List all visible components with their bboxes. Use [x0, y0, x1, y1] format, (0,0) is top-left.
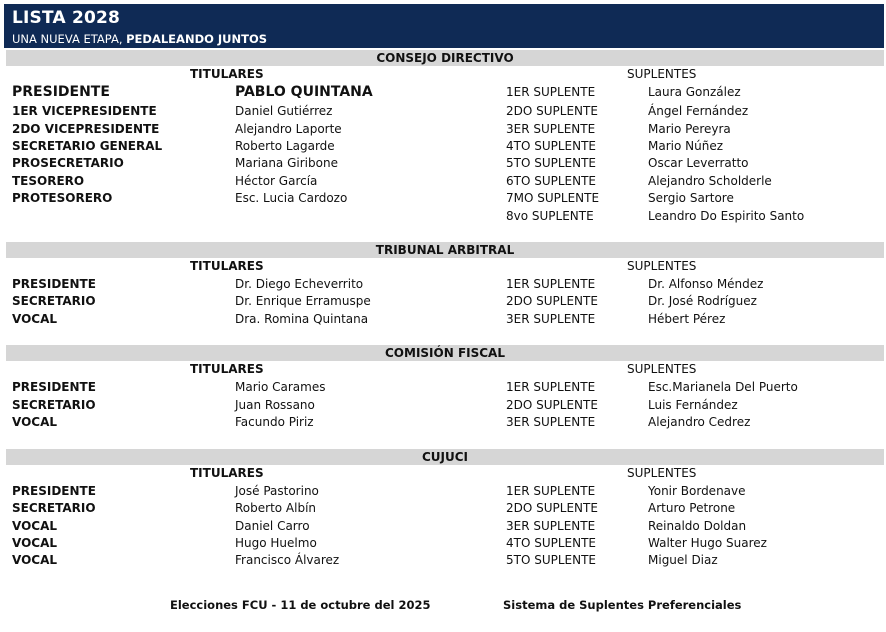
suplente-role: 3ER SUPLENTE: [506, 122, 596, 136]
suplente-name: Sergio Sartore: [648, 191, 734, 205]
suplente-name: Ángel Fernández: [648, 104, 749, 118]
table-row: [0, 84, 886, 101]
table-row: [0, 379, 886, 396]
role-label: VOCAL: [12, 312, 58, 326]
suplente-role: 5TO SUPLENTE: [506, 553, 597, 567]
titular-name: Alejandro Laporte: [235, 122, 342, 136]
suplente-role: 1ER SUPLENTE: [506, 380, 596, 394]
table-row: [0, 552, 886, 569]
table-row: [0, 535, 886, 552]
titular-name: Facundo Piriz: [235, 415, 314, 429]
titular-name: Esc. Lucia Cardozo: [235, 191, 348, 205]
role-label: SECRETARIO GENERAL: [12, 139, 163, 153]
titular-name: Mariana Giribone: [235, 156, 338, 170]
table-row: [0, 276, 886, 293]
role-label: VOCAL: [12, 415, 58, 429]
footer-election-date: Elecciones FCU - 11 de octubre del 2025: [170, 598, 431, 612]
role-label: VOCAL: [12, 519, 58, 533]
titulares-header: TITULARES: [190, 362, 264, 376]
titular-name: Roberto Lagarde: [235, 139, 335, 153]
titular-name: Daniel Gutiérrez: [235, 104, 333, 118]
titulares-header: TITULARES: [190, 466, 264, 480]
suplente-name: Mario Núñez: [648, 139, 723, 153]
suplente-role: 3ER SUPLENTE: [506, 519, 596, 533]
suplente-role: 1ER SUPLENTE: [506, 85, 596, 99]
table-row: [0, 155, 886, 172]
role-label: PRESIDENTE: [12, 84, 110, 100]
subtitle-bold: PEDALEANDO JUNTOS: [126, 32, 268, 46]
suplente-name: Miguel Diaz: [648, 553, 718, 567]
titular-name: Daniel Carro: [235, 519, 310, 533]
titular-name: Mario Carames: [235, 380, 326, 394]
suplente-role: 7MO SUPLENTE: [506, 191, 600, 205]
role-label: SECRETARIO: [12, 501, 96, 515]
role-label: PROSECRETARIO: [12, 156, 124, 170]
suplente-name: Alejandro Cedrez: [648, 415, 751, 429]
titular-name: Dr. Diego Echeverrito: [235, 277, 364, 291]
role-label: VOCAL: [12, 536, 58, 550]
section-title: COMISIÓN FISCAL: [6, 345, 884, 361]
suplente-name: Yonir Bordenave: [648, 484, 746, 498]
table-row: [0, 483, 886, 500]
role-label: VOCAL: [12, 553, 58, 567]
suplente-name: Mario Pereyra: [648, 122, 731, 136]
suplente-name: Arturo Petrone: [648, 501, 736, 515]
suplente-role: 8vo SUPLENTE: [506, 209, 594, 223]
suplente-role: 1ER SUPLENTE: [506, 277, 596, 291]
role-label: PRESIDENTE: [12, 380, 96, 394]
suplente-name: Luis Fernández: [648, 398, 738, 412]
table-row: [0, 121, 886, 138]
section-title: TRIBUNAL ARBITRAL: [6, 242, 884, 258]
table-row: [0, 414, 886, 431]
titular-name: Juan Rossano: [235, 398, 315, 412]
table-row: [0, 173, 886, 190]
suplente-name: Leandro Do Espirito Santo: [648, 209, 805, 223]
suplente-role: 5TO SUPLENTE: [506, 156, 597, 170]
role-label: PROTESORERO: [12, 191, 113, 205]
titular-name: Dra. Romina Quintana: [235, 312, 369, 326]
suplente-role: 4TO SUPLENTE: [506, 536, 597, 550]
role-label: PRESIDENTE: [12, 277, 96, 291]
table-row: [0, 103, 886, 120]
titular-name: José Pastorino: [235, 484, 319, 498]
table-row: [0, 138, 886, 155]
suplente-role: 1ER SUPLENTE: [506, 484, 596, 498]
subtitle-plain: UNA NUEVA ETAPA,: [12, 32, 127, 46]
suplente-role: 2DO SUPLENTE: [506, 294, 598, 308]
section-title: CUJUCI: [6, 449, 884, 465]
suplentes-header: SUPLENTES: [627, 259, 697, 273]
section-title: CONSEJO DIRECTIVO: [6, 50, 884, 66]
suplente-role: 3ER SUPLENTE: [506, 415, 596, 429]
titular-name: Héctor García: [235, 174, 318, 188]
suplentes-header: SUPLENTES: [627, 67, 697, 81]
titular-name: Hugo Huelmo: [235, 536, 317, 550]
role-label: 2DO VICEPRESIDENTE: [12, 122, 160, 136]
table-row: [0, 311, 886, 328]
suplente-name: Laura González: [648, 85, 741, 99]
titular-name: Roberto Albín: [235, 501, 317, 515]
table-row: [0, 397, 886, 414]
titular-name: PABLO QUINTANA: [235, 84, 373, 100]
header-banner: [4, 4, 884, 48]
table-row: [0, 190, 886, 207]
suplentes-header: SUPLENTES: [627, 362, 697, 376]
suplente-role: 2DO SUPLENTE: [506, 501, 598, 515]
suplente-role: 2DO SUPLENTE: [506, 104, 598, 118]
suplentes-header: SUPLENTES: [627, 466, 697, 480]
titulares-header: TITULARES: [190, 67, 264, 81]
role-label: PRESIDENTE: [12, 484, 96, 498]
suplente-name: Walter Hugo Suarez: [648, 536, 767, 550]
titular-name: Francisco Álvarez: [235, 553, 340, 567]
suplente-name: Hébert Pérez: [648, 312, 726, 326]
suplente-role: 3ER SUPLENTE: [506, 312, 596, 326]
role-label: SECRETARIO: [12, 398, 96, 412]
suplente-name: Alejandro Scholderle: [648, 174, 772, 188]
page-subtitle: [12, 32, 267, 46]
table-row: [0, 518, 886, 535]
page-title: LISTA 2028: [12, 8, 121, 28]
suplente-name: Dr. José Rodríguez: [648, 294, 757, 308]
footer-system-note: Sistema de Suplentes Preferenciales: [503, 598, 742, 612]
titulares-header: TITULARES: [190, 259, 264, 273]
role-label: 1ER VICEPRESIDENTE: [12, 104, 157, 118]
role-label: TESORERO: [12, 174, 85, 188]
suplente-name: Oscar Leverratto: [648, 156, 749, 170]
suplente-name: Dr. Alfonso Méndez: [648, 277, 764, 291]
titular-name: Dr. Enrique Erramuspe: [235, 294, 371, 308]
suplente-role: 2DO SUPLENTE: [506, 398, 598, 412]
suplente-role: 4TO SUPLENTE: [506, 139, 597, 153]
table-row: [0, 500, 886, 517]
table-row: [0, 208, 886, 225]
suplente-name: Reinaldo Doldan: [648, 519, 747, 533]
suplente-name: Esc.Marianela Del Puerto: [648, 380, 798, 394]
suplente-role: 6TO SUPLENTE: [506, 174, 597, 188]
role-label: SECRETARIO: [12, 294, 96, 308]
table-row: [0, 293, 886, 310]
